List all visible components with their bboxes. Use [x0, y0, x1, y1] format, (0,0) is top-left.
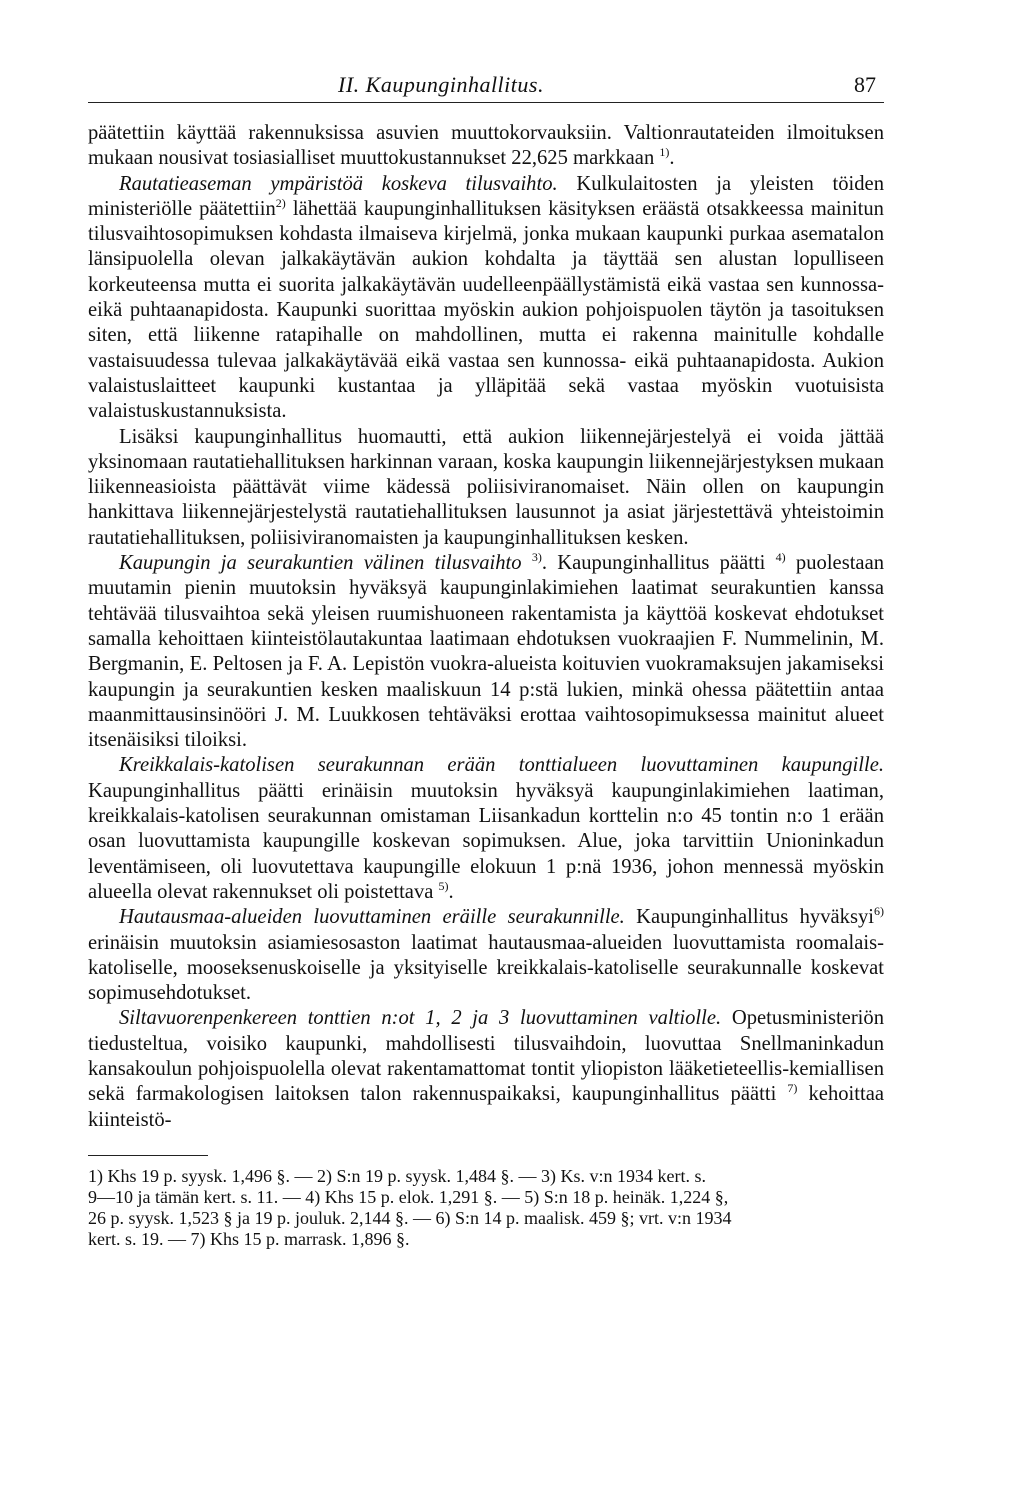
paragraph-text-tail: kehoittaa kiinteistö- — [88, 1083, 884, 1131]
body-text — [88, 121, 884, 1133]
footnote-ref: 4) — [775, 550, 786, 565]
paragraph-text-tail: . — [669, 147, 675, 170]
footnote-divider — [88, 1155, 208, 1156]
footnotes — [88, 1166, 884, 1250]
section-heading: Siltavuorenpenkereen tonttien n:ot 1, 2 ja 3 luovuttaminen valtiolle. — [119, 1007, 722, 1030]
paragraph-7 — [88, 1006, 884, 1132]
footnote-line: 9—10 ja tämän kert. s. 11. — 4) Khs 15 p. elok. 1,291 §. — 5) S:n 18 p. heinäk. 1,224 §, — [88, 1186, 729, 1207]
paragraph-text-tail: erinäisin muutoksin asiamiesosaston laatimat hautausmaa-alueiden luovuttamista roomalais-katoliselle, mooseksenuskoiselle ja yksityiselle kreikkalais-katoliselle seurakunnalle koskevat sopimusehdotukset. — [88, 931, 884, 1005]
paragraph-4 — [88, 551, 884, 753]
paragraph-text: päätettiin käyttää rakennuksissa asuvien muuttokorvauksiin. Valtionrautateiden ilmoituksen mukaan nousivat tosiasialliset muuttokustannukset 22,625 markkaan — [88, 122, 884, 170]
footnote-ref: 1) — [659, 145, 670, 160]
paragraph-1 — [88, 121, 884, 172]
paragraph-text-tail: puolestaan muutamin pienin muutoksin hyväksyä kaupunginlakimiehen laatimat seurakuntien kanssa tehtävää tilusvaihtoa sekä yleisen ruumishuoneen rakentamista ja käyttöä koskevat ehdotukset samalla kehoittaen kiinteistölautakuntaa laatimaan ehdotuksen vuokraajien F. Nummelinin, M. Bergmanin, E. Peltosen ja F. A. Lepistön vuokra-alueista koituvien vuokramaksujen jakamiseksi kaupungin ja seurakuntien kesken maaliskuun 14 p:stä lukien, minkä ohessa päätettiin antaa maanmittausinsinööri J. M. Luukkosen tehtäväksi erottaa vaihtosopimuksessa mainitut alueet itsenäisiksi tiloiksi. — [88, 552, 885, 752]
section-heading: Kaupungin ja seurakuntien välinen tilusvaihto — [119, 552, 522, 575]
footnote-ref: 3) — [531, 550, 542, 565]
running-header — [88, 64, 884, 103]
paragraph-3 — [88, 425, 884, 551]
paragraph-text: Kaupunginhallitus päätti erinäisin muutoksin hyväksyä kaupunginlakimiehen laatiman, kreikkalais-katolisen seurakunnan omistaman Liisankadun korttelin n:o 45 tontin n:o 1 erään osan luovuttamista kaupungille koskevan sopimuksen. Alue, joka tarvittiin Unioninkadun leventämiseen, oli luovutettava kaupungille elokuun 1 p:nä 1936, johon mennessä myöskin alueella olevat rakennukset oli poistettava — [88, 779, 884, 903]
section-heading: Rautatieaseman ympäristöä koskeva tilusvaihto. — [119, 172, 558, 195]
paragraph-text: Opetusministeriön tiedusteltua, voisiko kaupunki, mahdollisesti tilusvaihdoin, luovuttaa Snellmaninkadun kansakoulun pohjoispuolella olevat rakentamattomat tontit yliopiston lääketieteellis-kemiallisen sekä farmakologisen laitoksen talon rakennuspaikaksi, kaupunginhallitus päätti — [88, 1007, 884, 1106]
paragraph-text: Kulkulaitosten ja yleisten töiden ministeriölle päätettiin — [88, 172, 884, 220]
paragraph-5 — [88, 753, 884, 905]
paragraph-text: . Kaupunginhallitus päätti — [541, 552, 766, 575]
footnote-ref: 7) — [787, 1081, 798, 1096]
paragraph-text: Kaupunginhallitus hyväksyi — [624, 906, 874, 929]
footnote-line: 1) Khs 19 p. syysk. 1,496 §. — 2) S:n 19 p. syysk. 1,484 §. — 3) Ks. v:n 1934 kert. s. — [88, 1165, 707, 1186]
document-page — [88, 64, 884, 1250]
footnote-ref: 5) — [438, 879, 449, 894]
paragraph-6 — [88, 905, 884, 1006]
paragraph-2 — [88, 172, 884, 425]
footnote-line: 26 p. syysk. 1,523 § ja 19 p. jouluk. 2,144 §. — 6) S:n 14 p. maalisk. 459 §; vrt. v:n 1934 — [88, 1207, 732, 1228]
footnote-ref: 2) — [275, 196, 286, 211]
paragraph-text-tail: . — [448, 880, 454, 903]
paragraph-text: Lisäksi kaupunginhallitus huomautti, että aukion liikennejärjestelyä ei voida jättää yksinomaan rautatiehallituksen harkinnan varaan, koska kaupungin liikennejärjestyksen mukaan liikenneasioista päättävät viime kädessä poliisiviranomaiset. Näin ollen on kaupungin hankittava liikennejärjestelystä rautatiehallituksen lausunnot ja asiat järjestettävä yhteistoimin rautatiehallituksen, poliisiviranomaisten ja kaupunginhallituksen kesken. — [88, 425, 884, 549]
footnote-line: kert. s. 19. — 7) Khs 15 p. marrask. 1,896 §. — [88, 1228, 410, 1249]
paragraph-text-tail: lähettää kaupunginhallituksen käsityksen eräästä otsakkeessa mainitun tilusvaihtosopimuksen kohdasta ilmaiseva kirjelmä, jonka mukaan kaupunki purkaa asematalon länsipuolella olevan jalkakäytävän aukion kohdalta ja täyttää sen alustan lopulliseen korkeuteensa mutta ei suorita jalkakäytävän uudelleenpäällystämistä eikä vastaa sen kunnossa- eikä puhtaanapidosta. Kaupunki suorittaa myöskin aukion pohjoispuolen täytön ja tasoituksen siten, että liikenne ratapihalle on mahdollinen, mutta ei rakenna mainitulle kohdalle vastaisuudessa tulevaa jalkakäytävää eikä vastaa sen kunnossa- eikä puhtaanapidosta. Aukion valaistuslaitteet kaupunki kustantaa ja ylläpitää sekä vastaa myöskin vuotuisista valaistuskustannuksista. — [88, 197, 884, 423]
section-heading: Hautausmaa-alueiden luovuttaminen eräille seurakunnille. — [119, 906, 625, 929]
section-heading: Kreikkalais-katolisen seurakunnan erään tonttialueen luovuttaminen kaupungille. — [119, 754, 884, 777]
running-title: II. Kaupunginhallitus. — [338, 72, 544, 97]
page-number: 87 — [854, 72, 876, 97]
footnote-ref: 6) — [874, 904, 884, 919]
